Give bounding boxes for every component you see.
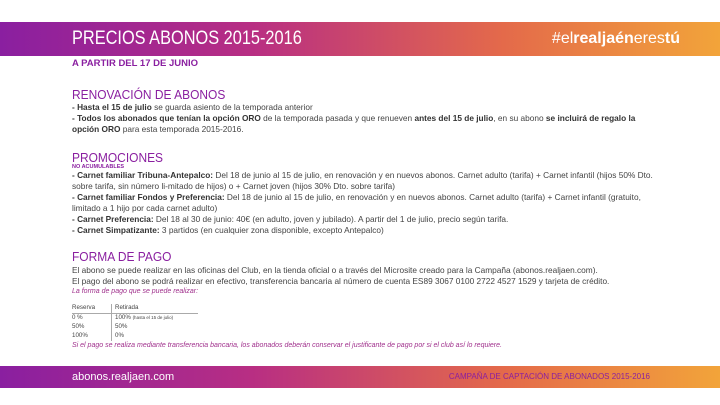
promo-item xyxy=(72,192,662,214)
renovacion-l2-text-c: para esta temporada 2015-2016. xyxy=(120,124,244,134)
promo-item xyxy=(72,170,662,192)
renovacion-heading: RENOVACIÓN DE ABONOS xyxy=(72,87,226,102)
pago-line3: La forma de pago que se puede realizar: xyxy=(72,288,199,295)
promo-label: - Carnet Preferencia: xyxy=(72,214,154,224)
table-row xyxy=(72,314,198,324)
promo-text: Del 18 de junio al 15 de julio, en renovación y en nuevos abonos. Carnet adulto (tarifa) + Carnet infantil (hijos 50% Dto. sobre tarifa, sin número li-mitado de hijos) o + Carnet joven (hijos 30% Dto. sobre tarifa) xyxy=(72,170,653,191)
promo-label: - Carnet Simpatizante: xyxy=(72,225,160,235)
pago-line2: El pago del abono se podrá realizar en efectivo, transferencia bancaria al número de cuenta ES89 3067 0100 2722 4527 1529 y tarjeta de crédito. xyxy=(72,276,610,286)
renovacion-l2-text-a: de la temporada pasada y que renueven xyxy=(260,113,415,123)
payment-table xyxy=(72,304,198,341)
table-header-row xyxy=(72,304,198,314)
table-cell xyxy=(112,314,199,324)
footer-banner xyxy=(0,366,720,388)
promo-text: Del 18 al 30 de junio: 40€ (en adulto, joven y jubilado). A partir del 1 de julio, precio según tarifa. xyxy=(153,214,509,224)
hashtag-bold: realjaén xyxy=(573,30,634,47)
pago-line1: El abono se puede realizar en las oficinas del Club, en la tienda oficial o a través del Microsite creado para la Campaña (abonos.realjaen.com). xyxy=(72,265,598,275)
table-cell-value: 100% xyxy=(115,314,131,321)
hashtag xyxy=(552,22,680,56)
table-row xyxy=(72,332,198,341)
table-cell: 100% xyxy=(72,332,88,339)
table-cell: 0% xyxy=(112,332,199,341)
table-cell: 50% xyxy=(72,323,85,330)
pago-heading: FORMA DE PAGO xyxy=(72,249,172,264)
hashtag-end: tú xyxy=(664,30,680,47)
page-title: PRECIOS ABONOS 2015-2016 xyxy=(72,28,302,49)
renovacion-l2-bold-a: - Todos los abonados que tenían la opción ORO xyxy=(72,113,261,123)
promo-item xyxy=(72,214,662,225)
table-header-cell: Reserva xyxy=(72,304,112,314)
pago-note: Si el pago se realiza mediante transferencia bancaria, los abonados deberán conservar el justificante de pago por si el club así lo requiere. xyxy=(72,342,502,349)
table-row xyxy=(72,323,198,332)
footer-campaign: CAMPAÑA DE CAPTACIÓN DE ABONADOS 2015-2016 xyxy=(448,372,650,381)
table-cell: 0 % xyxy=(72,314,83,321)
renovacion-l2-bold-b: antes del 15 de julio xyxy=(414,113,494,123)
page-subtitle: A PARTIR DEL 17 DE JUNIO xyxy=(72,58,198,69)
promociones-note: NO ACUMULABLES xyxy=(72,164,125,170)
promo-item xyxy=(72,225,662,236)
renovacion-l2-bold-c: se incluirá de regalo la opción ORO xyxy=(72,113,636,134)
promociones-heading: PROMOCIONES xyxy=(72,150,164,165)
promociones-list xyxy=(72,170,662,236)
renovacion-l1-bold: - Hasta el 15 de julio xyxy=(72,102,152,112)
hashtag-mid: eres xyxy=(633,30,665,47)
promo-text: 3 partidos (en cualquier zona disponible, excepto Antepalco) xyxy=(159,225,384,235)
pago-text xyxy=(72,265,662,287)
renovacion-l1-text: se guarda asiento de la temporada anterior xyxy=(151,102,313,112)
header-banner xyxy=(0,22,720,56)
promo-label: - Carnet familiar Fondos y Preferencia: xyxy=(72,192,225,202)
renovacion-text xyxy=(72,102,662,135)
promo-label: - Carnet familiar Tribuna-Antepalco: xyxy=(72,170,214,180)
table-cell-note: (hasta el 15 de julio) xyxy=(132,315,174,320)
table-header-cell: Retirada xyxy=(112,304,199,314)
footer-url[interactable]: abonos.realjaen.com xyxy=(72,371,175,383)
hashtag-pre: #el xyxy=(551,30,574,47)
table-cell: 50% xyxy=(112,323,199,332)
promo-text: Del 18 de junio al 15 de julio, en renovación y en nuevos abonos. Carnet adulto (tarifa) + Carnet infantil (gratuito, limitado a 1 hijo por cada carnet adulto) xyxy=(72,192,641,213)
renovacion-l2-text-b: , en su abono xyxy=(493,113,546,123)
